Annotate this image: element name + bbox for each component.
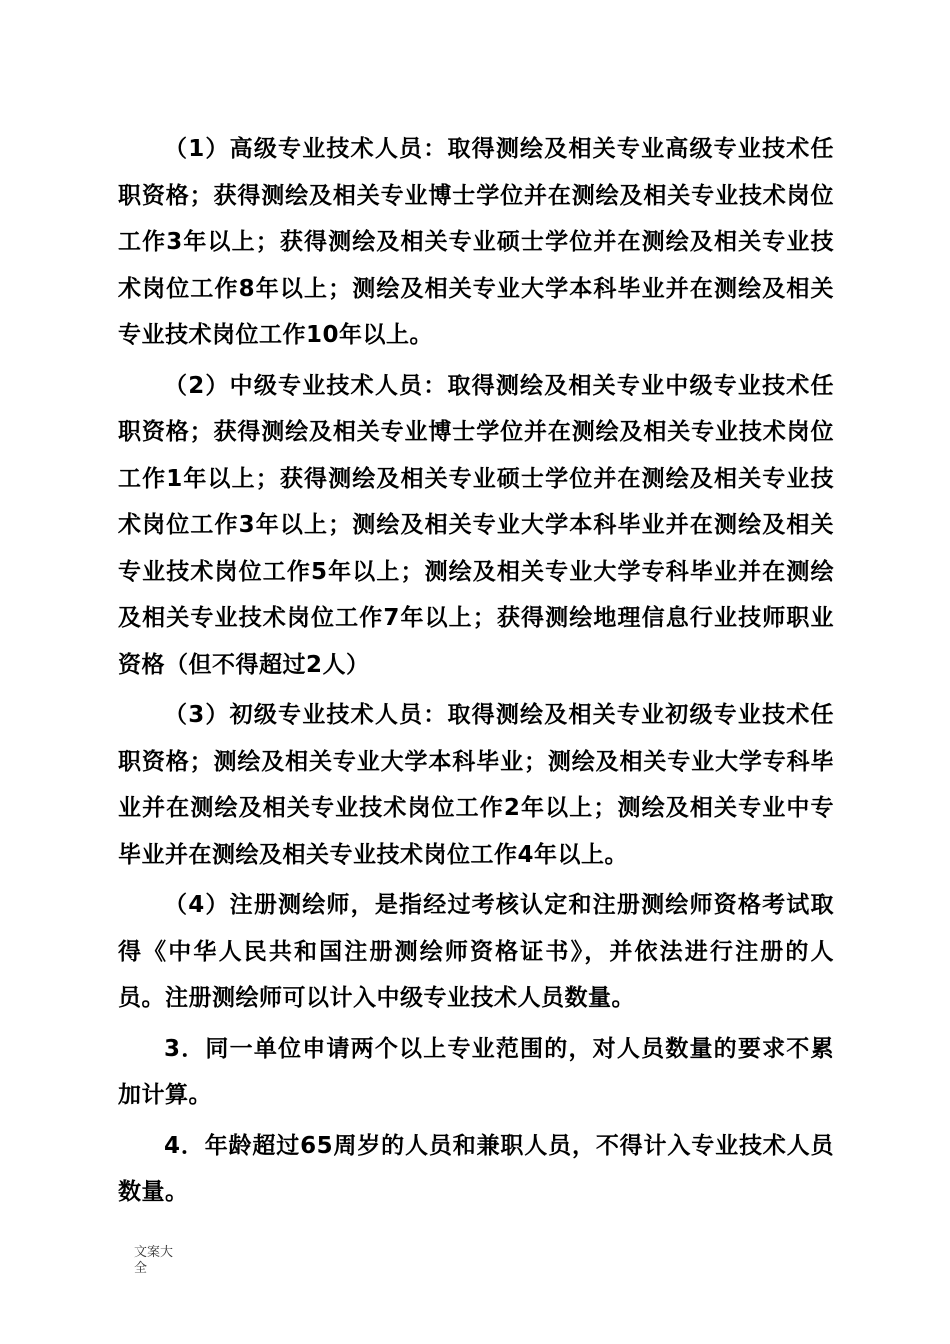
paragraph-intermediate-staff: （2）中级专业技术人员：取得测绘及相关专业中级专业技术任职资格；获得测绘及相关专业博士学位并在测绘及相关专业技术岗位工作1年以上；获得测绘及相关专业硕士学位并在测绘及相关专业技术岗位工作3年以上；测绘及相关专业大学本科毕业并在测绘及相关专业技术岗位工作5年以上；测绘及相关专业大学专科毕业并在测绘及相关专业技术岗位工作7年以上；获得测绘地理信息行业技师职业资格（但不得超过2人） xyxy=(118,372,834,678)
paragraph-junior-staff: （3）初级专业技术人员：取得测绘及相关专业初级专业技术任职资格；测绘及相关专业大学本科毕业；测绘及相关专业大学专科毕业并在测绘及相关专业技术岗位工作2年以上；测绘及相关专业中专毕业并在测绘及相关专业技术岗位工作4年以上。 xyxy=(118,702,834,868)
paragraph-rule-4: 4．年龄超过65周岁的人员和兼职人员，不得计入专业技术人员数量。 xyxy=(118,1132,834,1205)
footer-label: 文案大全 xyxy=(134,1245,174,1276)
document-body xyxy=(118,126,834,1220)
paragraph-senior-staff: （1）高级专业技术人员：取得测绘及相关专业高级专业技术任职资格；获得测绘及相关专业博士学位并在测绘及相关专业技术岗位工作3年以上；获得测绘及相关专业硕士学位并在测绘及相关专业技术岗位工作8年以上；测绘及相关专业大学本科毕业并在测绘及相关专业技术岗位工作10年以上。 xyxy=(118,136,834,348)
paragraph-rule-3: 3．同一单位申请两个以上专业范围的，对人员数量的要求不累加计算。 xyxy=(118,1035,834,1108)
paragraph-registered-surveyor: （4）注册测绘师，是指经过考核认定和注册测绘师资格考试取得《中华人民共和国注册测绘师资格证书》，并依法进行注册的人员。注册测绘师可以计入中级专业技术人员数量。 xyxy=(118,892,834,1011)
